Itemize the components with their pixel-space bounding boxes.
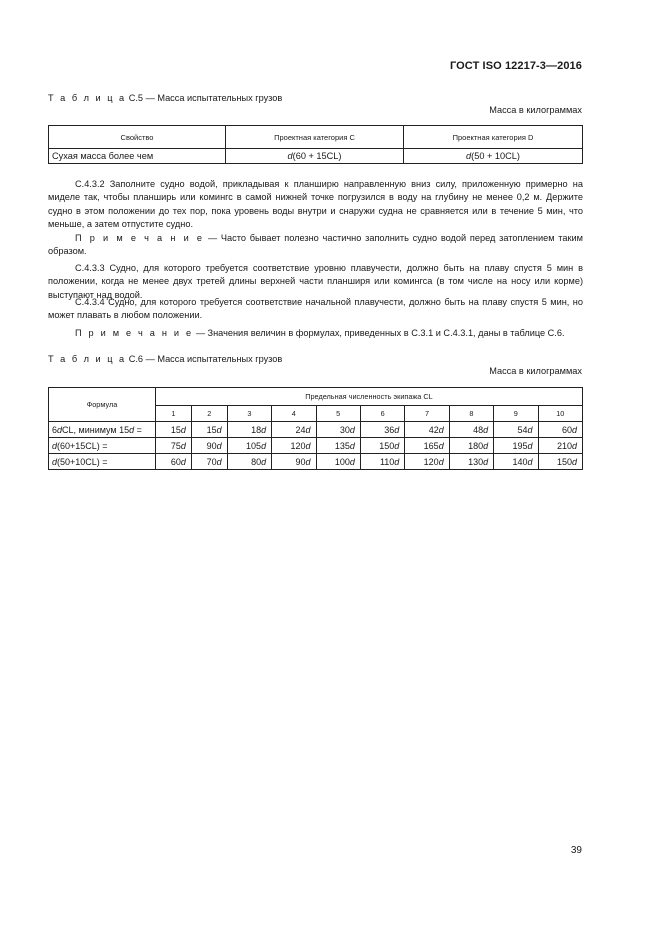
mass-value-cell: 15d [191, 422, 227, 438]
mass-value-cell: 180d [449, 438, 493, 454]
crew-count-header: 6 [360, 406, 404, 422]
table-header-row [49, 126, 583, 149]
mass-value-cell: 100d [316, 454, 360, 470]
mass-value-cell: 210d [538, 438, 582, 454]
table-c5-units: Масса в килограммах [489, 105, 582, 115]
table-row [49, 149, 583, 164]
mass-value-cell: 110d [360, 454, 404, 470]
mass-value-cell: 30d [316, 422, 360, 438]
crew-count-header: 1 [156, 406, 192, 422]
crew-count-header: 4 [272, 406, 316, 422]
mass-value-cell: 120d [405, 454, 449, 470]
mass-value-cell: 60d [156, 454, 192, 470]
crew-count-header: 7 [405, 406, 449, 422]
table-caption-text: С.6 — Масса испытательных грузов [126, 354, 283, 364]
note-2: П р и м е ч а н и е — Значения величин в формулах, приведенных в С.3.1 и С.4.3.1, даны в таблице С.6. [75, 328, 565, 338]
mass-value-cell: 36d [360, 422, 404, 438]
mass-value-cell: 140d [494, 454, 538, 470]
note-1: П р и м е ч а н и е — Часто бывает полезно частично заполнить судно водой перед затоплением таким образом. [48, 233, 583, 257]
page-number: 39 [570, 845, 582, 856]
category-d-cell: d(50 + 10CL) [404, 149, 583, 164]
crew-count-header: 3 [227, 406, 271, 422]
table-row [49, 454, 583, 470]
property-cell: Сухая масса более чем [49, 149, 226, 164]
table-c5 [48, 125, 583, 164]
note-label: П р и м е ч а н и е [75, 328, 194, 338]
document-header: ГОСТ ISO 12217-3—2016 [449, 60, 582, 72]
table-row [49, 422, 583, 438]
mass-value-cell: 150d [360, 438, 404, 454]
mass-value-cell: 135d [316, 438, 360, 454]
formula-cell: 6dCL, минимум 15d = [49, 422, 156, 438]
table-row [49, 438, 583, 454]
mass-value-cell: 150d [538, 454, 582, 470]
mass-value-cell: 75d [156, 438, 192, 454]
mass-value-cell: 18d [227, 422, 271, 438]
table-c6 [48, 387, 583, 470]
table-c5-caption [48, 93, 282, 103]
table-caption-prefix: Т а б л и ц а [48, 354, 127, 364]
crew-count-header: 8 [449, 406, 493, 422]
mass-value-cell: 48d [449, 422, 493, 438]
formula-cell: d(50+10CL) = [49, 454, 156, 470]
crew-count-header: 2 [191, 406, 227, 422]
column-header-category-c: Проектная категория С [226, 126, 404, 149]
mass-value-cell: 24d [272, 422, 316, 438]
mass-value-cell: 105d [227, 438, 271, 454]
paragraph-c434: С.4.3.4 Судно, для которого требуется соответствие начальной плавучести, должно быть на плаву спустя 5 мин, но может плавать в любом положении. [48, 297, 583, 321]
mass-value-cell: 80d [227, 454, 271, 470]
mass-value-cell: 70d [191, 454, 227, 470]
table-caption-prefix: Т а б л и ц а [48, 93, 127, 103]
mass-value-cell: 90d [272, 454, 316, 470]
paragraph-c433: С.4.3.3 Судно, для которого требуется соответствие уровню плавучести, должно быть на плаву спустя 5 мин в положении, когда не менее двух третей длины верхней части планширя или комингса (в том числе на носу или корме) выступают над водой. [48, 263, 583, 300]
mass-value-cell: 15d [156, 422, 192, 438]
mass-value-cell: 195d [494, 438, 538, 454]
crew-count-header: 10 [538, 406, 582, 422]
note-label: П р и м е ч а н и е [75, 233, 205, 243]
mass-value-cell: 60d [538, 422, 582, 438]
table-caption-text: С.5 — Масса испытательных грузов [126, 93, 283, 103]
formula-cell: d(60+15CL) = [49, 438, 156, 454]
mass-value-cell: 130d [449, 454, 493, 470]
column-header-formula: Формула [49, 388, 156, 422]
column-header-crew-limit: Предельная численность экипажа CL [156, 388, 583, 406]
category-c-cell: d(60 + 15CL) [226, 149, 404, 164]
mass-value-cell: 120d [272, 438, 316, 454]
table-c6-units: Масса в килограммах [489, 366, 582, 376]
table-c6-caption [48, 354, 282, 364]
crew-count-header: 9 [494, 406, 538, 422]
crew-count-header: 5 [316, 406, 360, 422]
mass-value-cell: 90d [191, 438, 227, 454]
table-header-row [49, 388, 583, 406]
mass-value-cell: 54d [494, 422, 538, 438]
paragraph-c432: С.4.3.2 Заполните судно водой, прикладывая к планширю направленную вниз силу, приложенную примерно на миделе так, чтобы планширь или комингс в самой нижней точке погрузился в воду на глубину не менее 0,2 м. Держите судно в этом положении до тех пор, пока уровень воды внутри и снаружи судна не сравняется или в течение 5 мин, что меньше, а затем отпустите судно. [48, 179, 583, 229]
column-header-property: Свойство [49, 126, 226, 149]
column-header-category-d: Проектная категория D [404, 126, 583, 149]
mass-value-cell: 165d [405, 438, 449, 454]
mass-value-cell: 42d [405, 422, 449, 438]
